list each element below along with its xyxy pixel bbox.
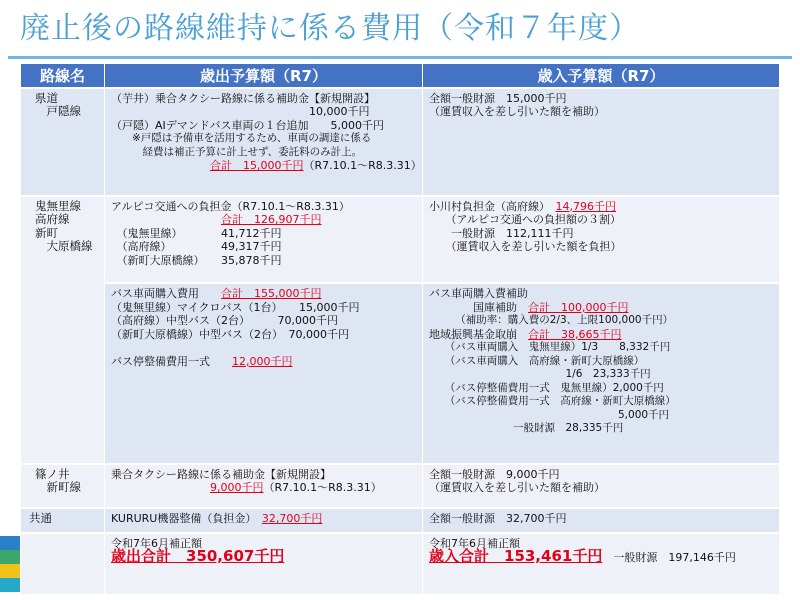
header-revenue: 歳入予算額（R7） xyxy=(423,64,780,88)
revenue-amount: 合計 38,665千円 xyxy=(528,327,622,341)
total-caption: 令和7年6月補正額 xyxy=(429,536,520,550)
revenue-line xyxy=(429,301,773,315)
expense-line xyxy=(111,355,416,369)
expense-line: （高府線）中型バス（2台） 70,000千円 xyxy=(111,314,338,328)
table-row xyxy=(21,508,780,532)
revenue-line: 1/6 23,333千円 xyxy=(429,368,651,381)
revenue-line: （運賃収入を差し引いた額を補助） xyxy=(429,481,605,495)
revenue-sub: 地域振興基金取崩 xyxy=(429,327,528,341)
expense-line: （新町大原橋線）中型バス（2台） 70,000千円 xyxy=(111,327,349,341)
revenue-note: （補助率：購入費の2/3、上限100,000千円） xyxy=(429,314,674,327)
expense-line: （鬼無里線） 41,712千円 xyxy=(111,226,282,240)
revenue-line: 全額一般財源 32,700千円 xyxy=(429,512,567,526)
expense-head: KURURU機器整備（負担金） xyxy=(111,512,262,526)
revenue-line: 全額一般財源 9,000千円 xyxy=(429,467,560,481)
expense-total-amount: 合計 155,000千円 xyxy=(221,287,322,301)
route-cell xyxy=(21,88,105,196)
spacer xyxy=(111,481,210,494)
route-name-line: 大原橋線 xyxy=(35,239,93,254)
expense-note: ※戸隠は予備車を活用するため、車両の調達に係る xyxy=(111,132,372,144)
header-route: 路線名 xyxy=(21,64,105,88)
table-row xyxy=(21,283,780,463)
page-title: 廃止後の路線維持に係る費用（令和７年度） xyxy=(20,11,640,46)
expense-line: （鬼無里線）マイクロバス（1台） 15,000千円 xyxy=(111,300,360,314)
route-name-line: 新町線 xyxy=(35,480,81,495)
expense-total-amount: 12,000千円 xyxy=(232,354,293,368)
expense-head: バス停整備費用一式 xyxy=(111,354,232,368)
route-name-line: 戸隠線 xyxy=(35,104,81,118)
table-row xyxy=(21,533,780,594)
expense-line xyxy=(111,512,416,526)
expense-line: （新町大原橋線） 35,878千円 xyxy=(111,253,282,267)
expense-line: （戸隠）AIデマンドバス車両の１台追加 5,000千円 xyxy=(111,118,385,132)
revenue-line: （運賃収入を差し引いた額を補助） xyxy=(429,105,605,118)
table-header-row xyxy=(21,64,780,88)
revenue-line: 一般財源 112,111千円 xyxy=(429,226,574,240)
revenue-total-cell xyxy=(423,533,780,594)
title-divider xyxy=(8,56,792,59)
route-name-line: 県道 xyxy=(35,90,58,105)
revenue-general-line: 一般財源 28,335千円 xyxy=(429,422,624,435)
expense-cell xyxy=(105,88,423,196)
route-name-line: 高府線 xyxy=(35,212,70,227)
route-name-line: 新町 xyxy=(35,225,58,240)
expense-total-amount: 9,000千円 xyxy=(210,481,264,495)
revenue-line: （バス停整備費用一式 鬼無里線）2,000千円 xyxy=(429,381,664,394)
table-row xyxy=(21,464,780,509)
revenue-line: （アルピコ交通への負担額の３割） xyxy=(429,213,622,227)
revenue-amount: 14,796千円 xyxy=(555,199,616,213)
revenue-line: （運賃収入を差し引いた額を負担） xyxy=(429,240,622,254)
expense-total-period: （R7.10.1～R8.3.31） xyxy=(303,159,422,172)
revenue-sub: 国庫補助 xyxy=(429,300,528,314)
route-name-line: 鬼無里線 xyxy=(35,198,81,213)
expense-total-period: （R7.10.1～R8.3.31） xyxy=(263,481,382,495)
revenue-line: （バス車両購入 高府線・新町大原橋線） xyxy=(429,354,645,367)
expense-cell xyxy=(105,196,423,284)
total-caption: 令和7年6月補正額 xyxy=(111,536,202,550)
expense-line xyxy=(111,287,416,301)
revenue-cell xyxy=(423,88,780,196)
expense-note: 経費は補正予算に計上せず、委託料のみ計上。 xyxy=(111,145,363,158)
route-cell xyxy=(21,533,105,594)
expense-line: 10,000千円 xyxy=(111,105,370,118)
revenue-general-fund: 一般財源 197,146千円 xyxy=(602,551,736,565)
revenue-line: （バス車両購入 鬼無里線）1/3 8,332千円 xyxy=(429,341,671,354)
route-cell xyxy=(21,464,105,509)
expense-total-amount: 合計 126,907千円 xyxy=(221,213,322,227)
revenue-line: 全額一般財源 15,000千円 xyxy=(429,91,567,105)
revenue-cell xyxy=(423,464,780,509)
expense-head: バス車両購入費用 xyxy=(111,287,221,301)
revenue-line xyxy=(429,200,773,214)
expense-cell xyxy=(105,464,423,509)
header-expense: 歳出予算額（R7） xyxy=(105,64,423,88)
revenue-line: （バス停整備費用一式 高府線・新町大原橋線） xyxy=(429,395,676,408)
expense-line: （芋井）乗合タクシー路線に係る補助金【新規開設】 xyxy=(111,91,375,105)
route-name-line: 篠ノ井 xyxy=(35,466,70,481)
expense-total-cell xyxy=(105,533,423,594)
revenue-cell xyxy=(423,283,780,463)
expense-line: （高府線） 49,317千円 xyxy=(111,240,282,254)
spacer-line xyxy=(111,341,416,355)
revenue-grand-total: 歳入合計 153,461千円 xyxy=(429,547,603,566)
expense-line: 乗合タクシー路線に係る補助金【新規開設】 xyxy=(111,467,331,481)
expense-cell xyxy=(105,283,423,463)
expense-total-amount: 32,700千円 xyxy=(261,512,323,526)
revenue-cell xyxy=(423,508,780,532)
table-row xyxy=(21,88,780,196)
revenue-head: 小川村負担金（高府線） xyxy=(429,199,545,213)
budget-table xyxy=(20,63,780,594)
expense-total-line xyxy=(111,481,416,495)
revenue-amount: 合計 100,000千円 xyxy=(528,300,629,314)
expense-total-line xyxy=(111,159,422,173)
revenue-line: バス車両購入費補助 xyxy=(429,287,528,301)
revenue-line xyxy=(429,328,773,342)
expense-cell xyxy=(105,508,423,532)
expense-total-line xyxy=(111,213,416,227)
expense-line: アルピコ交通への負担金（R7.10.1～R8.3.31） xyxy=(111,199,350,213)
expense-grand-total: 歳出合計 350,607千円 xyxy=(111,547,285,566)
revenue-cell xyxy=(423,196,780,284)
table-row xyxy=(21,196,780,284)
route-cell xyxy=(21,508,105,532)
revenue-total-line xyxy=(429,547,773,566)
expense-total-amount: 合計 15,000千円 xyxy=(210,159,304,172)
route-cell xyxy=(21,196,105,464)
route-name-line: 共通 xyxy=(29,511,52,526)
revenue-line: 5,000千円 xyxy=(429,408,670,421)
spacer xyxy=(111,159,210,172)
